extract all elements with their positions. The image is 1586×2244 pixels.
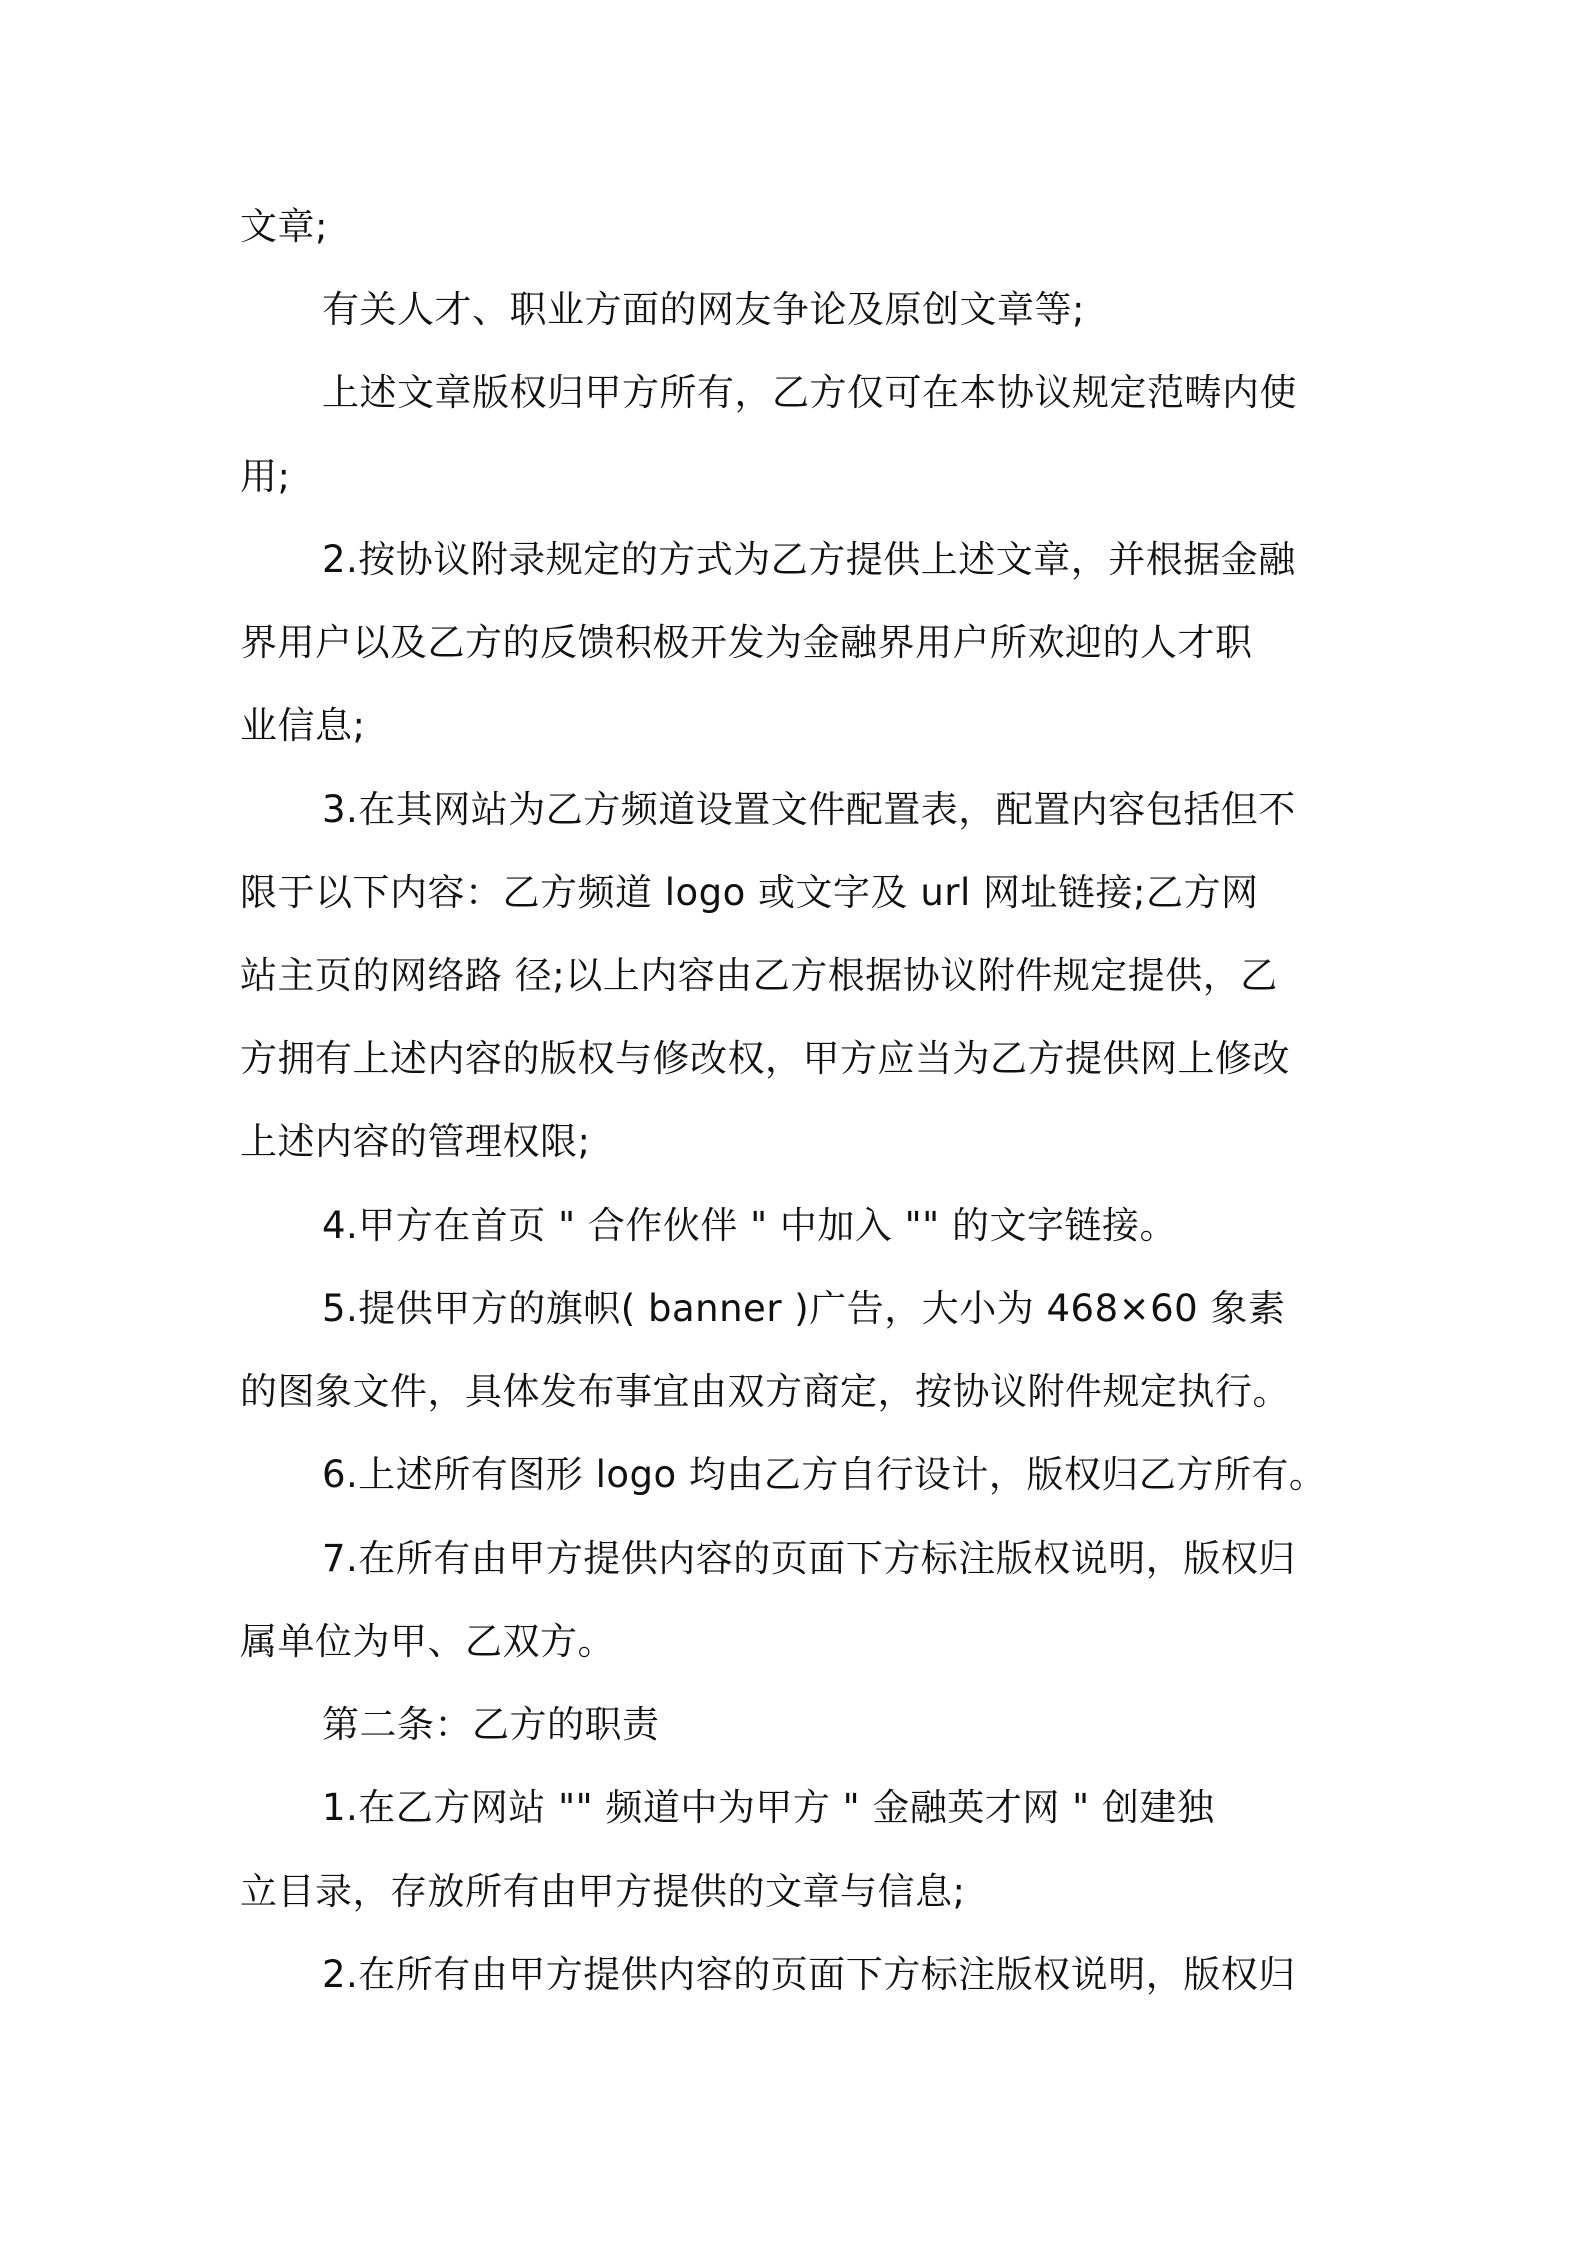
- text-line: 3.在其网站为乙方频道设置文件配置表，配置内容包括但不: [322, 788, 1296, 831]
- text-line: 4.甲方在首页 " 合作伙伴 " 中加入 "" 的文字链接。: [322, 1204, 1177, 1247]
- text-line: 的图象文件，具体发布事宜由双方商定，按协议附件规定执行。: [240, 1370, 1290, 1413]
- text-line: 限于以下内容：乙方频道 logo 或文字及 url 网址链接;乙方网: [240, 871, 1259, 914]
- text-line: 界用户以及乙方的反馈积极开发为金融界用户所欢迎的人才职: [240, 621, 1253, 664]
- text-line: 文章;: [240, 205, 328, 248]
- text-line: 5.提供甲方的旗帜( banner )广告，大小为 468×60 象素: [322, 1287, 1286, 1330]
- text-line: 6.上述所有图形 logo 均由乙方自行设计，版权归乙方所有。: [322, 1453, 1327, 1496]
- text-line: 用;: [240, 455, 291, 498]
- text-line: 立目录，存放所有由甲方提供的文章与信息;: [240, 1870, 966, 1913]
- text-line: 有关人才、职业方面的网友争论及原创文章等;: [322, 288, 1085, 331]
- text-line: 1.在乙方网站 "" 频道中为甲方 " 金融英才网 " 创建独: [322, 1786, 1215, 1829]
- text-line: 2.在所有由甲方提供内容的页面下方标注版权说明，版权归: [322, 1953, 1296, 1996]
- text-line: 7.在所有由甲方提供内容的页面下方标注版权说明，版权归: [322, 1537, 1296, 1580]
- text-line: 业信息;: [240, 704, 366, 747]
- text-line: 2.按协议附录规定的方式为乙方提供上述文章，并根据金融: [322, 538, 1296, 581]
- text-line: 属单位为甲、乙双方。: [240, 1620, 615, 1663]
- text-line: 方拥有上述内容的版权与修改权，甲方应当为乙方提供网上修改: [240, 1037, 1290, 1080]
- text-line: 上述内容的管理权限;: [240, 1120, 591, 1163]
- text-line: 上述文章版权归甲方所有，乙方仅可在本协议规定范畴内使: [322, 371, 1297, 414]
- text-line: 站主页的网络路 径;以上内容由乙方根据协议附件规定提供，乙: [240, 954, 1278, 997]
- section-heading: 第二条：乙方的职责: [322, 1703, 660, 1746]
